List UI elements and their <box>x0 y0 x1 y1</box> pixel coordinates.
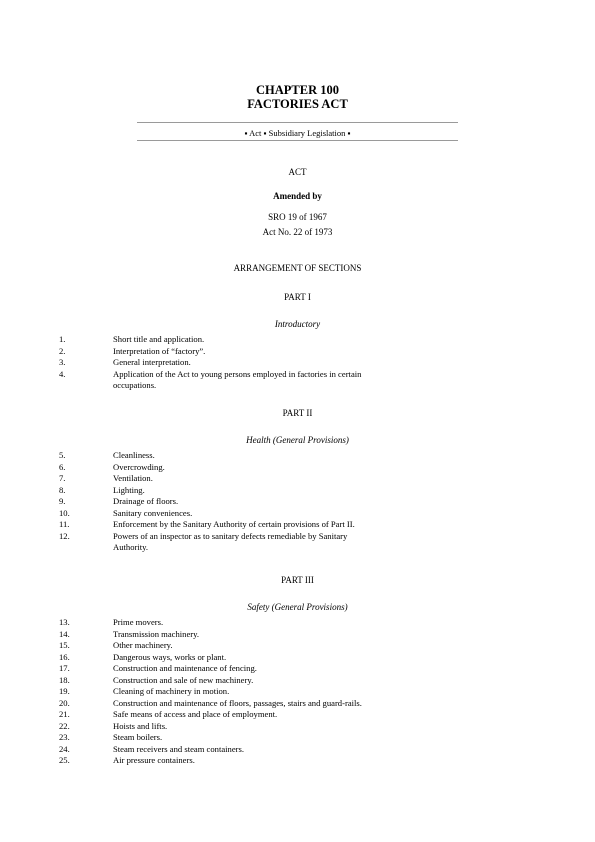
section-number: 25. <box>59 755 70 765</box>
section-entry[interactable] <box>0 473 595 485</box>
section-entry[interactable] <box>0 675 595 687</box>
arrangement-heading: ARRANGEMENT OF SECTIONS <box>233 263 362 273</box>
section-title: Steam receivers and steam containers. <box>113 743 245 754</box>
section-number: 13. <box>59 617 70 627</box>
section-number: 8. <box>59 484 66 495</box>
section-title: Construction and maintenance of floors, passages, stairs and guard-rails. <box>113 697 362 708</box>
section-entry[interactable] <box>0 709 595 721</box>
section-entry[interactable] <box>0 496 595 508</box>
nav-separator: ▪ <box>347 128 351 138</box>
section-number: 14. <box>59 628 70 639</box>
section-number: 24. <box>59 743 70 754</box>
section-number: 1. <box>59 334 66 344</box>
amendment-item: SRO 19 of 1967 <box>268 212 327 222</box>
section-number: 7. <box>59 473 66 483</box>
section-title-continuation: Authority. <box>113 542 149 552</box>
section-number: 22. <box>59 720 70 731</box>
part-subheading: Introductory <box>274 319 321 329</box>
section-entry[interactable] <box>0 617 595 629</box>
nav-separator: ▪ <box>244 128 248 138</box>
section-title: General interpretation. <box>113 357 191 367</box>
section-title: Ventilation. <box>113 473 153 483</box>
section-entry[interactable] <box>0 744 595 756</box>
section-entry[interactable] <box>0 346 595 358</box>
section-number: 16. <box>59 651 70 662</box>
section-title: Enforcement by the Sanitary Authority of certain provisions of Part II. <box>113 519 355 529</box>
section-entry[interactable] <box>0 508 595 520</box>
top-rule <box>137 122 458 123</box>
section-entry[interactable] <box>0 698 595 710</box>
section-title: Construction and maintenance of fencing. <box>113 663 257 673</box>
section-entry[interactable] <box>0 686 595 698</box>
section-entry[interactable] <box>0 485 595 497</box>
bottom-rule <box>137 140 458 141</box>
section-entry[interactable] <box>0 663 595 675</box>
part-subheading: Safety (General Provisions) <box>247 602 348 612</box>
section-number: 20. <box>59 697 70 708</box>
section-title: Lighting. <box>113 484 145 495</box>
section-title: Application of the Act to young persons employed in factories in certain <box>113 368 362 379</box>
amendment-item: Act No. 22 of 1973 <box>262 227 333 237</box>
section-entry[interactable] <box>0 755 595 767</box>
section-number: 23. <box>59 732 70 742</box>
section-title: Dangerous ways, works or plant. <box>113 651 227 662</box>
section-title: Safe means of access and place of employment. <box>113 709 278 719</box>
part-heading: PART I <box>284 292 311 302</box>
section-title: Overcrowding. <box>113 461 165 472</box>
act-link[interactable]: Act <box>249 128 262 138</box>
section-number: 15. <box>59 640 70 650</box>
section-entry[interactable] <box>0 369 595 392</box>
section-title: Cleanliness. <box>113 450 155 460</box>
section-number: 17. <box>59 663 70 673</box>
subsidiary-legislation-link[interactable]: Subsidiary Legislation <box>268 128 346 138</box>
section-number: 12. <box>59 530 70 541</box>
section-title: Prime movers. <box>113 617 164 627</box>
section-title: Construction and sale of new machinery. <box>113 674 254 685</box>
section-title: Air pressure containers. <box>113 755 195 765</box>
section-title: Drainage of floors. <box>113 496 179 506</box>
act-title: FACTORIES ACT <box>247 97 348 111</box>
section-title: Interpretation of “factory”. <box>113 345 206 356</box>
section-title: Short title and application. <box>113 334 205 344</box>
section-entry[interactable] <box>0 334 595 346</box>
part-heading: PART II <box>282 408 313 418</box>
section-title: Sanitary conveniences. <box>113 507 193 518</box>
section-number: 9. <box>59 496 66 506</box>
nav-links <box>0 128 595 138</box>
section-title: Transmission machinery. <box>113 628 200 639</box>
section-number: 5. <box>59 450 66 460</box>
section-entry[interactable] <box>0 721 595 733</box>
section-number: 11. <box>59 519 70 529</box>
section-entry[interactable] <box>0 652 595 664</box>
section-title-continuation: occupations. <box>113 380 157 390</box>
section-title: Cleaning of machinery in motion. <box>113 686 230 696</box>
section-entry[interactable] <box>0 519 595 531</box>
act-heading: ACT <box>288 167 307 177</box>
chapter-title: CHAPTER 100 <box>256 83 339 97</box>
part-subheading: Health (General Provisions) <box>246 435 349 445</box>
section-entry[interactable] <box>0 357 595 369</box>
section-entry[interactable] <box>0 462 595 474</box>
amended-by-heading: Amended by <box>273 191 322 201</box>
section-number: 10. <box>59 507 70 518</box>
section-title: Other machinery. <box>113 640 173 650</box>
section-title: Powers of an inspector as to sanitary defects remediable by Sanitary <box>113 530 348 541</box>
section-number: 3. <box>59 357 66 367</box>
section-entry[interactable] <box>0 640 595 652</box>
section-number: 2. <box>59 345 66 356</box>
section-entry[interactable] <box>0 732 595 744</box>
section-number: 18. <box>59 674 70 685</box>
section-entry[interactable] <box>0 531 595 554</box>
section-number: 6. <box>59 461 66 472</box>
section-entry[interactable] <box>0 629 595 641</box>
part-heading: PART III <box>281 575 314 585</box>
section-number: 4. <box>59 368 66 379</box>
section-title: Steam boilers. <box>113 732 163 742</box>
section-title: Hoists and lifts. <box>113 720 168 731</box>
section-number: 21. <box>59 709 70 719</box>
nav-separator: ▪ <box>263 128 267 138</box>
section-number: 19. <box>59 686 70 696</box>
section-entry[interactable] <box>0 450 595 462</box>
